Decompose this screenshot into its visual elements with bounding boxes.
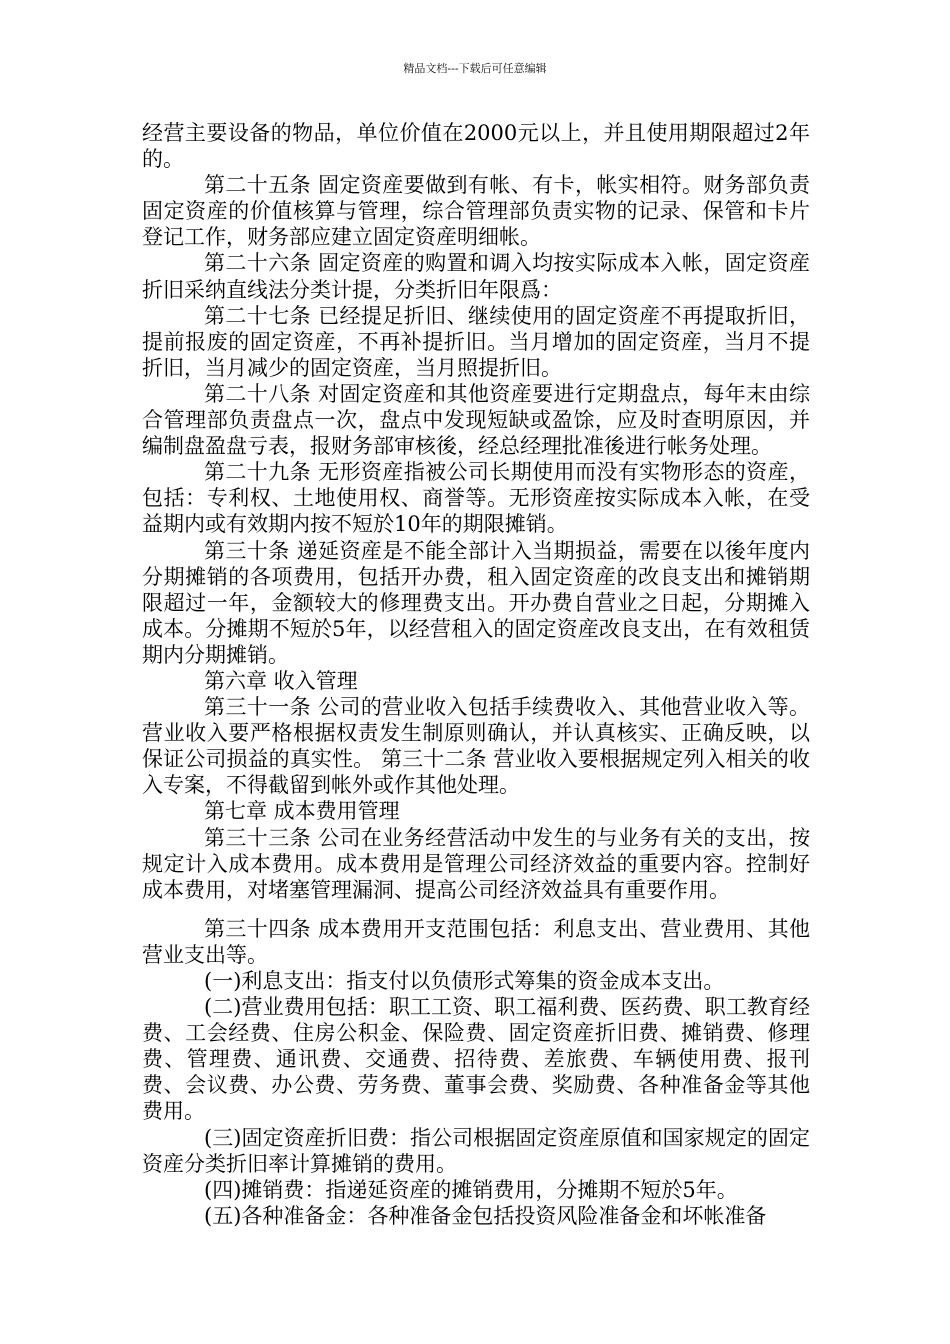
chapter-heading-6: 第六章 收入管理 — [204, 668, 358, 693]
list-item-operating-expenses: (二)营业费用包括：职工工资、职工福利费、医药费、职工教育经费、工会经费、住房公积金、保险费、固定资産折旧费、摊销费、修理费、管理费、通讯费、交通费、招待费、差旅费、车辆使用费、报刊费、会议费、办公费、劳务费、董事会费、奖励费、各种准备金等其他费用。 — [142, 995, 810, 1124]
chapter-heading-7: 第七章 成本费用管理 — [204, 799, 400, 824]
paragraph-article-34: 第三十四条 成本费用开支范围包括：利息支出、营业费用、其他营业支出等。 — [142, 916, 810, 967]
paragraph-article-30: 第三十条 递延资産是不能全部计入当期损益，需要在以後年度内分期摊销的各项费用，包括开办费，租入固定资産的改良支出和摊销期限超过一年，金额较大的修理费支出。开办费自营业之日起，分期摊入成本。分摊期不短於5年，以经营租入的固定资産改良支出，在有效租赁期内分期摊销。 — [142, 538, 810, 667]
paragraph-1: 经营主要设备的物品，单位价值在2000元以上，并且使用期限超过2年的。 — [142, 121, 810, 172]
paragraph-article-31: 第三十一条 公司的营业收入包括手续费收入、其他营业收入等。营业收入要严格根据权责发生制原则确认，并认真核实、正确反映，以保证公司损益的真实性。 第三十二条 营业收入要根据规定列入相关的收入专案，不得截留到帐外或作其他处理。 — [142, 695, 810, 798]
paragraph-article-27: 第二十七条 已经提足折旧、继续使用的固定资産不再提取折旧，提前报废的固定资産，不再补提折旧。当月增加的固定资産，当月不提折旧，当月减少的固定资産，当月照提折旧。 — [142, 303, 810, 380]
list-item-interest: (一)利息支出：指支付以负债形式筹集的资金成本支出。 — [204, 969, 725, 993]
list-item-depreciation: (三)固定资産折旧费：指公司根据固定资産原值和国家规定的固定资産分类折旧率计算摊销的费用。 — [142, 1125, 810, 1176]
paragraph-article-33: 第三十三条 公司在业务经营活动中发生的与业务有关的支出，按规定计入成本费用。成本费用是管理公司经济效益的重要内容。控制好成本费用，对堵塞管理漏洞、提高公司经济效益具有重要作用。 — [142, 825, 810, 902]
list-item-reserves: (五)各种准备金：各种准备金包括投资风险准备金和坏帐准备 — [204, 1203, 767, 1228]
page-header: 精品文档---下载后可任意编辑 — [403, 62, 547, 75]
paragraph-article-26: 第二十六条 固定资産的购置和调入均按实际成本入帐，固定资産折旧采纳直线法分类计提，分类折旧年限爲： — [142, 251, 810, 302]
paragraph-article-28: 第二十八条 对固定资産和其他资産要进行定期盘点，每年末由综合管理部负责盘点一次，盘点中发现短缺或盈馀，应及时查明原因，并编制盘盈盘亏表，报财务部审核後，经总经理批准後进行帐务处理。 — [142, 381, 810, 459]
list-item-amortization: (四)摊销费：指递延资産的摊销费用，分摊期不短於5年。 — [204, 1177, 738, 1202]
document-body — [142, 120, 810, 1229]
paragraph-article-25: 第二十五条 固定资産要做到有帐、有卡，帐实相符。财务部负责固定资産的价值核算与管理，综合管理部负责实物的记录、保管和卡片登记工作，财务部应建立固定资産明细帐。 — [142, 173, 810, 250]
paragraph-article-29: 第二十九条 无形资産指被公司长期使用而没有实物形态的资産，包括：专利权、土地使用权、商誉等。无形资産按实际成本入帐，在受益期内或有效期内按不短於10年的期限摊销。 — [142, 460, 810, 537]
